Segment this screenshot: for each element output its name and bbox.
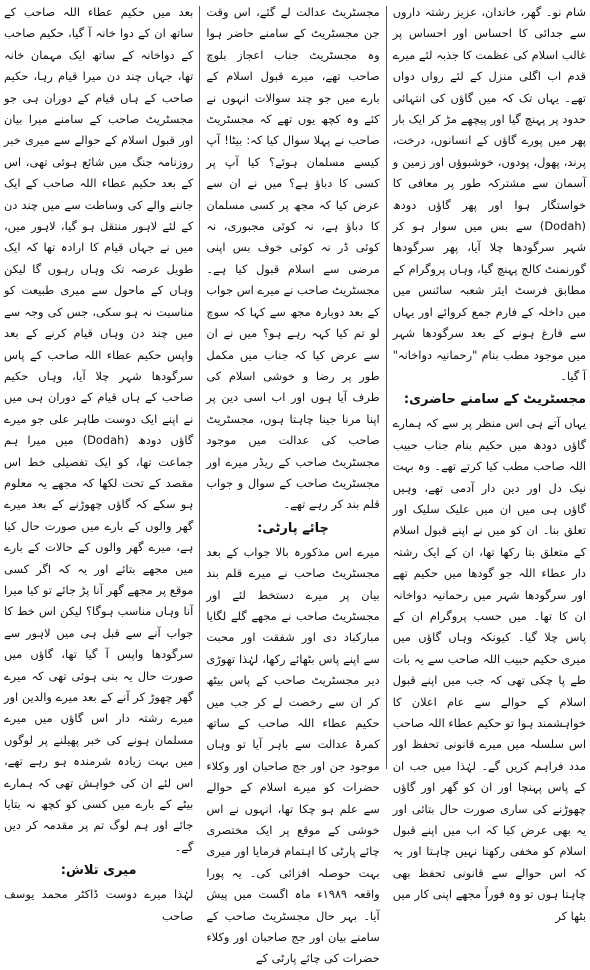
paragraph: لہٰذا میرے دوست ڈاکٹر محمد یوسف صاحب bbox=[3, 887, 194, 923]
section-heading-search: میری تلاش: bbox=[60, 863, 137, 879]
column-middle bbox=[200, 2, 385, 966]
column-left bbox=[3, 2, 199, 923]
section-heading-tea-party: چائے پارٹی: bbox=[257, 520, 329, 536]
paragraph: شام نو۔ گھر، خاندان، عزیز رشتہ داروں سے جدائی کا احساس اور احساس پر غالب اسلام کی عظمت کا جذبہ لئے میرے قدم اب اگلی منزل کے لئے رواں دواں تھے۔ یہاں تک کہ میں گاؤں کی انتہائی حدود پر پہنچ گیا اور پیچھے مڑ کر ایک بار پھر میں پورے گاؤں کے انسانوں، درخت، پرند، پھول، پودوں، خوشبوؤں اور زمین و آسمان سے مشترکہ طور پر معافی کا خواستگار ہوا اور پھر گاؤں دودھ (Dodah) سے بس میں سوار ہو کر شہر سرگودھا چلا آیا، پھر سرگودھا گورنمنٹ کالج پہنچ گیا، وہاں پروگرام کے مطابق فرسٹ ایئر شعبہ سائنس میں میں داخلہ کے فارم جمع کروائے اور یہاں سے فارغ ہونے کے بعد سرگودھا شہر میں موجود مطب بنام "رحمانیہ دواخانہ" آ گیا۔ bbox=[392, 5, 586, 383]
newspaper-page bbox=[3, 2, 586, 966]
column-right bbox=[387, 2, 586, 923]
paragraph: مجسٹریٹ عدالت لے گئے، اس وقت جن مجسٹریٹ کے سامنے حاضر ہوا وہ مجسٹریٹ جناب اعجاز بلوچ صاحب تھے، میرے قبول اسلام کے بارے میں جو چند سوالات انہوں نے کئے وہ کچھ یوں تھے کہ مجسٹریٹ صاحب نے پہلا سوال کیا کہ: بیٹا! آپ کیسے مسلمان ہوئے؟ کیا آپ پر کسی کا دباؤ ہے؟ میں نے ان سے عرض کیا کہ مجھ پر کسی مسلمان کا دباؤ ہے، نہ کوئی مجبوری، نہ کوئی ڈر نہ کوئی خوف بس اپنی مرضی سے اسلام قبول کیا ہے۔ مجسٹریٹ صاحب نے میرے اس جواب کے بعد دوبارہ مجھ سے کہا کہ سوچ لو تم کیا کہہ رہے ہو؟ میں نے ان سے عرض کیا کہ جناب میں مکمل طور پر رضا و خوشی اسلام کی طرف آیا ہوں اور اب اسی دین پر اپنا مرنا جینا چاہتا ہوں، مجسٹریٹ صاحب کی عدالت میں موجود مجسٹریٹ صاحب کے ریڈر میرے اور مجسٹریٹ صاحب کے سوال و جواب قلم بند کر رہے تھے۔ bbox=[206, 5, 380, 512]
paragraph: بعد میں حکیم عطاء اللہ صاحب کے ساتھ ان کے دوا خانہ آ گیا، حکیم صاحب کے دواخانہ کے ساتھ ایک مہمان خانہ تھا، جہاں چند دن میرا قیام رہا، حکیم صاحب کے ہاں قیام کے دوران ہی جو مجسٹریٹ صاحب کے سامنے میرا بیان اور قبول اسلام کے حوالے سے میری خبر روزنامہ جنگ میں شائع ہوئی تھی، اس کے بعد حکیم عطاء اللہ صاحب کے ایک جاننے والے کی وساطت سے میں چند دن کے لئے لاہور منتقل ہو گیا، لاہور میں، میں نے جہاں قیام کا ارادہ تھا کہ ایک طویل عرصہ تک وہاں رہوں گا لیکن وہاں کے ماحول سے میری طبیعت کو مناسبت نہ ہو سکی، جس کی وجہ سے میں چند دن وہاں قیام کرنے کے بعد واپس حکیم عطاء اللہ صاحب کے پاس سرگودھا شہر چلا آیا، وہاں حکیم صاحب کے ہاں قیام کے دوران ہی میں نے اپنے ایک دوست طاہر علی جو میرے گاؤں دودھ (Dodah) میں میرا ہم جماعت تھا، کو ایک تفصیلی خط اس مقصد کے تحت لکھا کہ مجھے یہ معلوم ہو سکے کہ گاؤں چھوڑنے کے بعد میرے گھر والوں کے بارے میں صورت حال کیا ہے، میرے گھر والوں کے حالات کے بارے میں مجھے بتائے اور یہ کہ اگر کسی موقع پر مجھے گھر آنا پڑ جائے تو کیا میرا آنا وہاں مناسب ہوگا؟ لیکن اس خط کا جواب آنے سے قبل ہی میں لاہور سے سرگودھا واپس آ گیا تھا، گاؤں میں صورت حال یہ بنی ہوئی تھی کہ میرے گھر چھوڑ کر آنے کے بعد میرے والدین اور میرے رشتہ دار اس گاؤں میں میرے مسلمان ہونے کی خبر پھیلنے پر لوگوں میں بہت زیادہ شرمندہ ہو رہے تھے، اس لئے ان کی خواہش تھی کہ ہمارے بیٹے کے بارے میں کسی کو کچھ نہ بتایا جائے اور ہم لوگ تم پر مقدمہ کر دیں گے۔ bbox=[3, 5, 194, 854]
paragraph: یہاں آتے ہی اس منظر پر سے کہ ہمارے گاؤں دودھ میں حکیم بنام جناب حبیب اللہ صاحب مطب کیا کرتے تھے۔ وہ بہت نیک دل اور دین دار آدمی تھے، وہیں گاؤں ہی میں ان میں علیک سلیک اور تعلق بنا۔ ان کو میں نے اپنے قبول اسلام کے متعلق بتا رکھا تھا، ان کے ایک رشتہ دار عطاء اللہ جو گودھا میں حکیم تھے اور سرگودھا شہر میں رحمانیہ دواخانہ ان کا تھا۔ میں حسب پروگرام ان کے پاس چلا گیا۔ کیونکہ وہاں گاؤں میں میری حکیم حبیب اللہ صاحب سے یہ بات طے پا چکی تھی کہ جب میں اپنے قبول اسلام کے حوالے سے عام اعلان کا خواہشمند ہوا تو حکیم عطاء اللہ صاحب اس سلسلہ میں میرے قانونی تحفظ اور مدد فراہم کریں گے۔ لہٰذا میں جب ان کے پاس پہنچا اور ان کو گھر اور گاؤں چھوڑنے کی ساری صورت حال بتائی اور یہ بھی عرض کیا کہ اب میں اپنے قبول اسلام کو مخفی رکھنا نہیں چاہتا اور یہ کہ اس حوالے سے قانونی تحفظ بھی چاہتا ہوں تو وہ فوراً مجھے اپنی کار میں بٹھا کر bbox=[392, 416, 586, 923]
section-heading-magistrate: مجسٹریٹ کے سامنے حاضری: bbox=[403, 392, 586, 408]
paragraph: میرے اس مذکورہ بالا جواب کے بعد مجسٹریٹ صاحب نے میرے قلم بند بیان پر میرے دستخط لئے اور مجسٹریٹ صاحب نے مجھے گلے لگایا مبارکباد دی اور شفقت اور محبت سے اپنے پاس بٹھائے رکھا، لہٰذا تھوڑی دیر مجسٹریٹ صاحب کے پاس بیٹھ کر ان سے رخصت لے کر جب میں حکیم عطاء اللہ صاحب کے ساتھ کمرۂ عدالت سے باہر آیا تو وہاں موجود جن اور جج صاحبان اور وکلاء حضرات کو میرے اسلام کے حوالے سے علم ہو چکا تھا، انہوں نے اس خوشی کے موقع پر ایک مختصری چائے پارٹی کا اہتمام فرمایا اور میری بہت حوصلہ افزائی کی۔ یہ پورا واقعہ ۱۹۸۹ء ماہ اگست میں پیش آیا۔ بہر حال مجسٹریٹ صاحب کے سامنے بیان اور جج صاحبان اور وکلاء حضرات کی چائے پارٹی کے bbox=[206, 544, 380, 966]
